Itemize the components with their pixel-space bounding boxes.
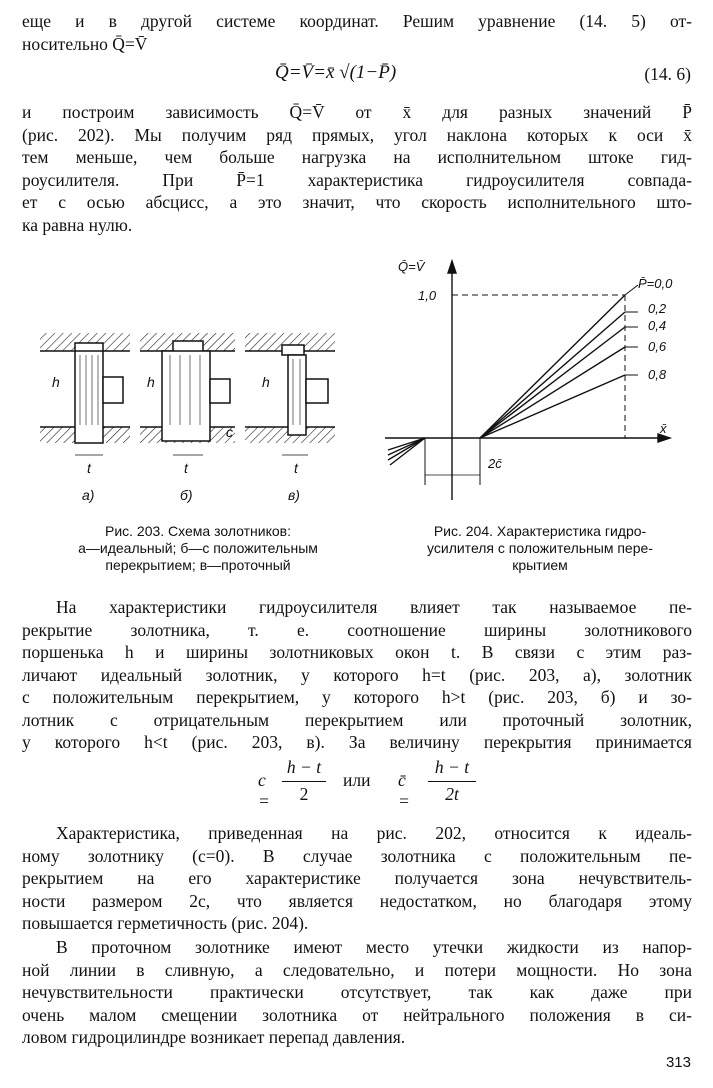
text-line: носительно Q̄=V̄ [22, 33, 148, 54]
label-t-c: t [294, 460, 298, 476]
text-line: тем меньше, чем больше нагрузка на исполнительном штоке гид- [22, 147, 692, 167]
paragraph-5 [22, 936, 692, 1049]
paragraph-2 [22, 101, 692, 236]
panel-label-a: a) [82, 487, 95, 503]
eq-left: c = [258, 770, 270, 811]
text-line: ному золотнику (c=0). В случае золотника с положительным пе- [22, 845, 692, 866]
text-line: В проточном золотнике имеют место утечки жидкости из напор- [56, 937, 692, 957]
zone-label: 2c̄ [488, 456, 502, 471]
text-line: роусилителя. При P̄=1 характеристика гидроусилителя совпада- [22, 169, 692, 190]
text-line: ловом гидроцилиндре возникает перепад давления. [22, 1027, 406, 1047]
curve-p-0-6 [480, 347, 625, 438]
text-line: очень малом смещении золотника от нейтрального положения в си- [22, 1004, 692, 1025]
paragraph-3 [22, 596, 692, 754]
curve-label-p-0-0: P̄=0,0 [638, 276, 673, 291]
text-line: с положительным перекрытием, у которого h>t (рис. 203, б) и зо- [22, 687, 692, 707]
page-number: 313 [665, 1054, 691, 1071]
curve-label-0-4: 0,4 [648, 318, 667, 333]
text-line: рекрытие золотника, т. е. соотношение ширины золотникового [22, 619, 692, 640]
text-line: ет с осью абсцисс, а это значит, что скорость исполнительного што- [22, 192, 692, 212]
figure-203-spool-schemes [30, 315, 360, 515]
y-axis-label: Q̄=V̄ [398, 259, 425, 274]
paragraph-1 [22, 10, 692, 55]
label-h-c: h [262, 374, 270, 390]
label-t-a: t [87, 460, 91, 476]
text-line: нечувствительности практически отсутствует, так как даже при [22, 982, 692, 1002]
equation-14-6: Q̄=V̄=x̄ √(1−P̄) [275, 62, 397, 83]
curve-p-0-0 [480, 295, 625, 438]
text-line: На характеристики гидроусилителя влияет так называемое пе- [56, 597, 692, 617]
caption-line: Рис. 204. Характеристика гидро- [433, 523, 647, 539]
x-axis-label: x̄ [660, 421, 667, 436]
panel-label-b: б) [180, 487, 193, 503]
caption-line: перекрытием; в—проточный [105, 557, 291, 573]
eq-num2: h − t [434, 757, 470, 777]
spool-panel-a [40, 333, 130, 455]
curve-p-0-2 [480, 312, 625, 438]
caption-line: усилителя с положительным пере- [427, 540, 653, 556]
spool-panel-c [245, 333, 335, 455]
caption-fig-203 [38, 523, 358, 574]
text-line: и построим зависимость Q̄=V̄ от x̄ для разных значений P̄ [22, 102, 692, 122]
text-line: рекрытием на его характеристике получается зона нечувствитель- [22, 868, 692, 888]
text-line: лотник с отрицательным перекрытием или проточный золотник, [22, 709, 692, 730]
curve-p-0-4 [480, 327, 625, 438]
caption-line: крытием [512, 557, 568, 573]
paragraph-4 [22, 822, 692, 935]
eq-den2: 2t [445, 784, 459, 804]
text-line: повышается герметичность (рис. 204). [22, 913, 309, 933]
text-line: поршенька h и ширины золотниковых окон t. В связи с этим раз- [22, 642, 692, 662]
caption-line: Рис. 203. Схема золотников: [104, 523, 292, 539]
curve-label-0-6: 0,6 [648, 339, 667, 354]
curve-label-0-2: 0,2 [648, 301, 667, 316]
eq-or: или [343, 770, 371, 790]
figure-204-characteristic [380, 255, 690, 515]
tick-label-1-0: 1,0 [418, 288, 437, 303]
label-c-b: c [226, 424, 233, 440]
text-line: у которого h<t (рис. 203, в). За величину перекрытия принимается [22, 732, 692, 752]
eq-left2: c̄ = [398, 770, 410, 811]
eq-den1: 2 [299, 784, 309, 804]
text-line: ка равна нулю. [22, 214, 133, 235]
label-t-b: t [184, 460, 188, 476]
text-line: ной линии в сливную, а следовательно, и потери мощности. Но зона [22, 959, 692, 980]
label-h-b: h [147, 374, 155, 390]
text-line: (рис. 202). Мы получим ряд прямых, угол наклона которых к оси x̄ [22, 124, 692, 145]
text-line: Характеристика, приведенная на рис. 202, относится к идеаль- [56, 823, 692, 843]
caption-fig-204 [388, 523, 692, 574]
eq-num1: h − t [286, 757, 322, 777]
label-h-a: h [52, 374, 60, 390]
curve-label-0-8: 0,8 [648, 367, 667, 382]
caption-line: а—идеальный; б—с положительным [78, 540, 318, 556]
text-line: ности размером 2c, что является недостатком, но благодаря этому [22, 890, 692, 911]
text-line: еще и в другой системе координат. Решим уравнение (14. 5) от- [22, 11, 692, 31]
panel-label-c: в) [288, 487, 300, 503]
text-line: личают идеальный золотник, у которого h=t (рис. 203, а), золотник [22, 664, 692, 685]
y-axis-arrow [448, 261, 456, 273]
spool-panel-b [140, 333, 235, 455]
curve-p-0-8 [480, 375, 625, 438]
equation-number: (14. 6) [644, 64, 691, 84]
